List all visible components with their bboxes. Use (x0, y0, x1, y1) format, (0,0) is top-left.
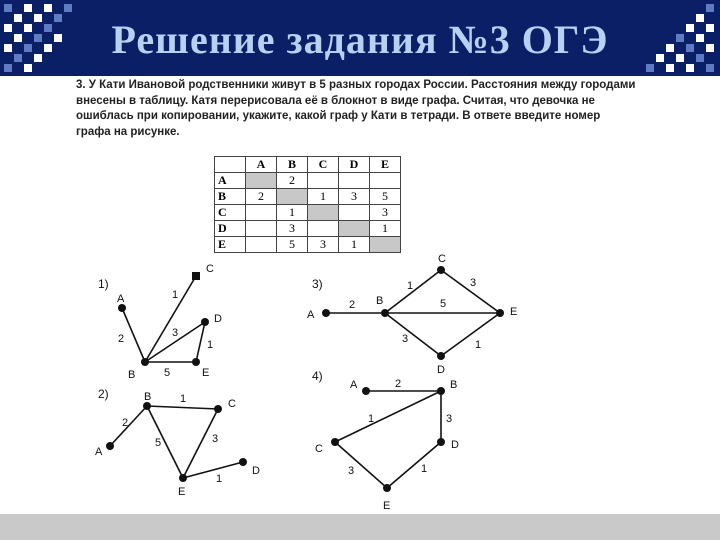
graph-4-node (437, 438, 445, 446)
node-label: C (315, 443, 323, 455)
node-label: D (437, 364, 445, 376)
edge-weight: 2 (118, 333, 125, 345)
graph-4-node (437, 387, 445, 395)
table-cell: 2 (277, 173, 308, 189)
node-label: B (144, 391, 152, 403)
table-cell: 5 (370, 189, 401, 205)
table-cell: 1 (308, 189, 339, 205)
graph-label: 2) (98, 387, 109, 401)
row-header: A (215, 173, 246, 189)
table-cell: 3 (370, 205, 401, 221)
node-label: C (438, 253, 446, 265)
graph-4-node (362, 387, 370, 395)
row-header: D (215, 221, 246, 237)
node-label: D (451, 439, 459, 451)
graph-3-node (437, 352, 445, 360)
node-label: C (228, 398, 236, 410)
table-cell: 3 (277, 221, 308, 237)
row-header: C (215, 205, 246, 221)
edge-weight: 3 (212, 433, 219, 445)
graph-1-node (118, 304, 126, 312)
node-label: E (202, 367, 210, 379)
graph-label: 4) (312, 369, 323, 383)
node-label: E (383, 500, 391, 512)
edge-weight: 1 (180, 393, 187, 405)
table-cell: 5 (277, 237, 308, 253)
edge-weight: 3 (470, 277, 477, 289)
row-header: E (215, 237, 246, 253)
edge-weight: 3 (172, 327, 179, 339)
node-label: B (128, 369, 136, 381)
node-label: E (178, 486, 186, 498)
edge-weight: 5 (440, 298, 447, 310)
table-cell: 1 (277, 205, 308, 221)
node-label: A (350, 379, 358, 391)
row-header: B (215, 189, 246, 205)
edge-weight: 3 (348, 465, 355, 477)
edge-weight: 1 (207, 339, 214, 351)
node-label: A (307, 309, 315, 321)
table-cell: 3 (339, 189, 370, 205)
task-text: 3. У Кати Ивановой родственники живут в 5 разных городах России. Расстояния между городами внесены в таблицу. Катя перерисовала её в блокнот в виде графа. Считая, что девочка не ошиблась при копировании, укажите, какой граф у Кати в тетради. В ответе введите номер графа на рисунке. (76, 79, 636, 138)
node-label: A (117, 293, 125, 305)
graph-1-node (201, 318, 209, 326)
node-label: B (450, 379, 458, 391)
node-label: E (510, 306, 518, 318)
column-header: E (370, 157, 401, 173)
column-header: B (277, 157, 308, 173)
edge-weight: 1 (475, 339, 482, 351)
edge-weight: 5 (164, 367, 171, 379)
graph-2-node (214, 405, 222, 413)
graph-2-node (179, 474, 187, 482)
column-header: A (246, 157, 277, 173)
edge-weight: 1 (172, 289, 179, 301)
graph-1-node (192, 272, 200, 280)
edge-weight: 1 (407, 280, 414, 292)
slide-footer (0, 514, 720, 540)
graph-label: 1) (98, 277, 109, 291)
edge-weight: 2 (122, 417, 129, 429)
node-label: C (206, 263, 214, 275)
graph-3-node (496, 309, 504, 317)
graph-4-node (331, 438, 339, 446)
edge-weight: 2 (395, 378, 402, 390)
node-label: D (214, 313, 222, 325)
table-cell: 2 (246, 189, 277, 205)
node-label: B (376, 295, 384, 307)
graph-1 (122, 276, 205, 362)
graph-2-node (143, 402, 151, 410)
graph-label: 3) (312, 277, 323, 291)
table-cell: 1 (339, 237, 370, 253)
graph-2-node (106, 442, 114, 450)
graph-2 (110, 406, 243, 478)
edge-weight: 1 (216, 473, 223, 485)
graph-3-node (381, 309, 389, 317)
graph-4-node (383, 484, 391, 492)
edge-weight: 1 (421, 463, 428, 475)
table-cell: 1 (370, 221, 401, 237)
slide-title: Решение задания №3 ОГЭ (111, 17, 609, 62)
edge-weight: 3 (446, 413, 453, 425)
node-label: A (95, 446, 103, 458)
edge-weight: 2 (349, 299, 356, 311)
edge-weight: 1 (368, 413, 375, 425)
table-cell: 3 (308, 237, 339, 253)
column-header: C (308, 157, 339, 173)
graph-3-node (322, 309, 330, 317)
edge-weight: 5 (155, 437, 162, 449)
edge-weight: 3 (402, 333, 409, 345)
graph-2-node (239, 458, 247, 466)
graph-1-node (141, 358, 149, 366)
node-label: D (252, 465, 260, 477)
column-header: D (339, 157, 370, 173)
graph-1-node (192, 358, 200, 366)
graph-3-node (437, 266, 445, 274)
